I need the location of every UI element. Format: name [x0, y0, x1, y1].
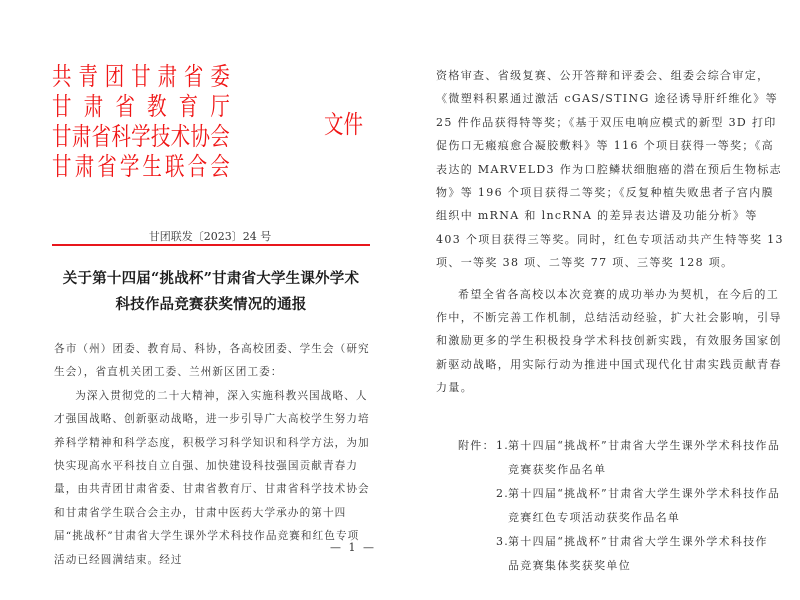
attachment-title: 第十四届“挑战杯”甘肃省大学生课外学术科技作品 [508, 439, 781, 452]
masthead-char: 省 [97, 152, 117, 181]
attachment-number: 2. [496, 487, 510, 500]
masthead-suffix: 文件 [324, 110, 364, 139]
masthead-char: 学 [131, 122, 151, 151]
document-number: 甘团联发〔2023〕24 号 [148, 230, 272, 243]
masthead-char: 肃 [74, 152, 95, 181]
masthead-char: 省 [115, 92, 135, 121]
masthead-char: 肃 [71, 122, 92, 151]
masthead-char: 省 [183, 62, 204, 91]
masthead-char: 术 [170, 122, 191, 151]
body-text-page-2 [436, 64, 784, 400]
title-line-2: 科技作品竞赛获奖情况的通报 [115, 296, 307, 313]
attachment-title: 第十四届“挑战杯”甘肃省大学生课外学术科技作品 [508, 487, 781, 500]
masthead-char: 会 [210, 122, 230, 151]
attachment-number: 1. [496, 439, 510, 452]
masthead-char: 肃 [83, 92, 104, 121]
paragraph-1-start: 为深入贯彻党的二十大精神，深入实施科教兴国战略、人才强国战略、创新驱动战略，进一步引导广大高校学生努力培养科学精神和科学态度，积极学习科学知识和科学方法，为加快实现高水平科技自立自强、加快建设科技强国贡献青春力量，由共青团甘肃省委、甘肃省教育厅、甘肃省科学技术协会和甘肃省学生联合会主办，甘肃中医药大学承办的第十四届“挑战杯”甘肃省大学生课外学术科技作品竞赛和红色专项活动已经圆满结束。经过 [54, 389, 370, 566]
paragraph-2: 希望全省各高校以本次竞赛的成功举办为契机，在今后的工作中，不断完善工作机制，总结活动经验，扩大社会影响，引导和激励更多的学生积极投身学术科技创新实践，有效服务国家创新驱动战略，用实际行动为推进中国式现代化甘肃实践贡献青春力量。 [436, 287, 782, 395]
masthead-char: 团 [104, 62, 125, 91]
masthead-line-4 [52, 152, 230, 182]
indent-spacer [458, 530, 496, 554]
body-text-page-1 [54, 338, 370, 572]
attachment-number: 3. [496, 535, 510, 548]
masthead-char: 科 [111, 122, 131, 151]
attachment-item-2 [458, 482, 788, 506]
masthead-char: 联 [165, 152, 185, 181]
red-divider-rule [52, 244, 370, 246]
masthead-char: 教 [146, 92, 167, 121]
masthead-char: 厅 [210, 92, 230, 121]
masthead-char: 甘 [52, 122, 72, 151]
masthead-char: 甘 [52, 152, 72, 181]
attachment-title-cont: 竞赛红色专项活动获奖作品名单 [508, 511, 681, 524]
recipients: 各市（州）团委、教育局、科协，各高校团委、学生会（研究生会），省直机关团工委、兰州新区团工委： [54, 343, 370, 379]
masthead-char: 学 [119, 152, 140, 181]
masthead-char: 共 [52, 62, 72, 91]
masthead-char: 合 [187, 152, 208, 181]
masthead-char: 技 [150, 122, 171, 151]
attachment-title-cont: 竞赛获奖作品名单 [508, 463, 607, 476]
attachment-title-cont: 品竞赛集体奖获奖单位 [508, 559, 631, 572]
masthead-char: 育 [178, 92, 199, 121]
masthead-char: 肃 [157, 62, 178, 91]
attachments-list [458, 434, 788, 578]
attachment-title: 第十四届“挑战杯”甘肃省大学生课外学术科技作 [508, 535, 768, 548]
paragraph-1-continued: 资格审查、省级复赛、公开答辩和评委会、组委会综合审定，《微塑料积累通过激活 cGAS/STING 途径诱导肝纤维化》等 25 件作品获得特等奖；《基于双压电响应模式的新型 3D 打印促伤口无瘢痕愈合凝胶敷料》等 116 个项目获得一等奖；《高表达的 MARVELD3 作为口腔鳞状细胞癌的潜在预后生物标志物》等 196 个项目获得二等奖；《反复种植失败患者子宫内膜组织中 mRNA 和 lncRNA 的差异表达谱及功能分析》等 403 个项目获得三等奖。同时，红色专项活动共产生特等奖 13 项、一等奖 38 项、二等奖 77 项、三等奖 128 项。 [436, 69, 784, 270]
attachment-item-1 [458, 434, 788, 458]
masthead-char: 甘 [52, 92, 72, 121]
attachments-label: 附件： [458, 439, 495, 452]
document-title [52, 266, 370, 318]
masthead-char: 青 [78, 62, 98, 91]
masthead-line-2 [52, 92, 230, 122]
masthead-line-1 [52, 62, 230, 92]
title-line-1: 关于第十四届“挑战杯”甘肃省大学生课外学术 [62, 270, 360, 287]
masthead-char: 会 [210, 152, 230, 181]
masthead-line-3 [52, 122, 230, 152]
masthead-char: 委 [210, 62, 230, 91]
indent-spacer [458, 482, 496, 506]
page-number: — 1 — [330, 541, 376, 554]
attachment-item-3 [458, 530, 788, 554]
masthead-char: 甘 [131, 62, 151, 91]
masthead-char: 省 [91, 122, 112, 151]
document-page-2 [400, 0, 800, 600]
masthead-char: 协 [190, 122, 210, 151]
masthead-char: 生 [142, 152, 162, 181]
masthead-issuers [52, 62, 372, 182]
